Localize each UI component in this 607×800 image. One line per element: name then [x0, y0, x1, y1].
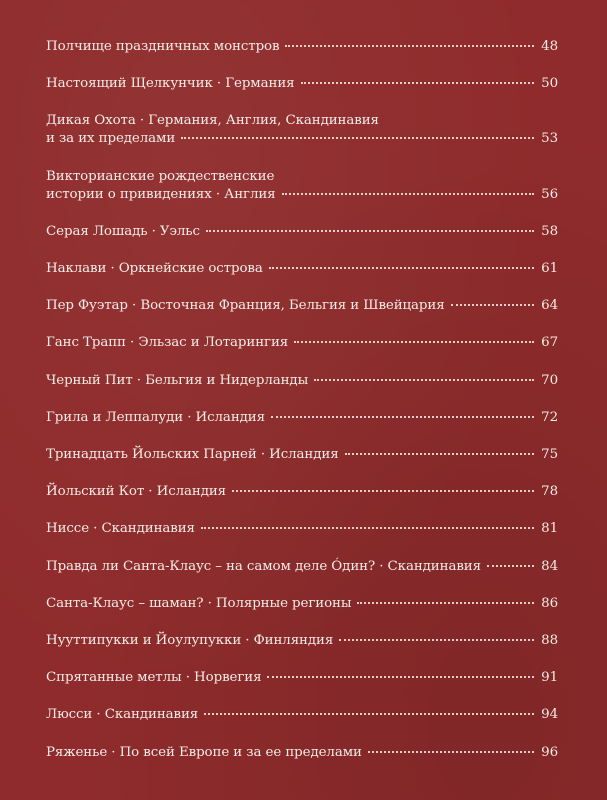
toc-entry-13 — [46, 520, 558, 538]
toc-entry-page: 61 — [541, 261, 558, 276]
toc-entry-page: 81 — [541, 521, 558, 537]
toc-entry-page: 91 — [541, 670, 558, 686]
dot-leader — [368, 750, 534, 753]
dot-leader — [271, 415, 534, 418]
toc-entry-11 — [46, 446, 558, 464]
toc-entry-4 — [46, 168, 558, 204]
toc-entry-3 — [46, 112, 558, 148]
toc-entry-1 — [46, 38, 558, 56]
dot-leader — [294, 340, 534, 343]
toc-entry-19 — [46, 744, 558, 762]
toc-entry-title-line: истории о привидениях · Англия — [46, 186, 276, 202]
dot-leader — [282, 192, 534, 195]
toc-entry-page: 67 — [541, 335, 558, 351]
toc-entry-page: 58 — [541, 223, 558, 239]
dot-leader — [357, 601, 534, 604]
toc-entry-title: Настоящий Щелкунчик · Германия — [46, 76, 295, 92]
toc-entry-page: 78 — [541, 484, 558, 500]
toc-entry-title: Спрятанные метлы · Норвегия — [46, 670, 262, 686]
toc-entry-18 — [46, 706, 558, 724]
toc-entry-title: Люсси · Скандинавия — [46, 707, 199, 723]
dot-leader — [206, 229, 534, 232]
toc-entry-page: 64 — [541, 298, 558, 314]
toc-entry-page: 72 — [541, 409, 558, 425]
toc-entry-title: Пер Фуэтар · Восточная Франция, Бельгия и Швейцария — [46, 298, 445, 314]
toc-entry-2 — [46, 75, 558, 93]
toc-entry-page: 70 — [541, 372, 558, 388]
toc-entry-10 — [46, 409, 558, 427]
toc-entry-page: 48 — [541, 39, 558, 54]
toc-entry-title: Тринадцать Йольских Парней · Исландия — [46, 447, 339, 462]
toc-entry-page: 56 — [541, 186, 558, 202]
toc-entry-title: Правда ли Санта-Клаус – на самом деле Óдин? · Скандинавия — [46, 558, 481, 574]
toc-entry-title-line: и за их пределами — [46, 131, 176, 147]
toc-entry-5 — [46, 223, 558, 241]
dot-leader — [487, 564, 534, 567]
dot-leader — [285, 44, 534, 47]
toc-entry-16 — [46, 632, 558, 650]
toc-entry-title: Черный Пит · Бельгия и Нидерланды — [46, 372, 309, 388]
toc-entry-page: 75 — [541, 447, 558, 462]
dot-leader — [232, 489, 534, 492]
toc-entry-title: Грила и Леппалуди · Исландия — [46, 409, 265, 425]
toc-entry-title: Ряженье · По всей Европе и за ее пределами — [46, 744, 362, 760]
toc-entry-7 — [46, 297, 558, 315]
dot-leader — [301, 81, 535, 84]
toc-entry-title: Ганс Трапп · Эльзас и Лотарингия — [46, 335, 289, 351]
toc-entry-page: 84 — [541, 558, 558, 574]
dot-leader — [181, 136, 534, 139]
toc-entry-title: Санта-Клаус – шаман? · Полярные регионы — [46, 595, 352, 611]
toc-entry-title-line: Дикая Охота · Германия, Англия, Скандинавия — [46, 113, 379, 129]
toc-entry-17 — [46, 669, 558, 687]
dot-leader — [339, 638, 534, 641]
dot-leader — [345, 452, 534, 455]
toc-entry-page: 88 — [541, 633, 558, 648]
toc-entry-title: Йольский Кот · Исландия — [46, 484, 227, 500]
toc-entry-title: Ниссе · Скандинавия — [46, 521, 195, 537]
toc-entry-page: 86 — [541, 595, 558, 611]
dot-leader — [269, 266, 534, 269]
toc-entry-page: 53 — [541, 131, 558, 147]
toc-entry-title-line: Викторианские рождественские — [46, 168, 275, 184]
dot-leader — [201, 526, 534, 529]
toc-entry-14 — [46, 558, 558, 576]
toc-entry-page: 50 — [541, 76, 558, 92]
toc-entry-page: 96 — [541, 744, 558, 760]
toc-entry-title: Серая Лошадь · Уэльс — [46, 223, 200, 239]
dot-leader — [314, 378, 534, 381]
toc-entry-page: 94 — [541, 707, 558, 723]
toc-entry-12 — [46, 483, 558, 501]
toc-entry-6 — [46, 260, 558, 278]
dot-leader — [267, 675, 534, 678]
toc-entry-9 — [46, 372, 558, 390]
toc-entry-title: Нууттипукки и Йоулупукки · Финляндия — [46, 633, 334, 648]
toc-entry-15 — [46, 595, 558, 613]
dot-leader — [451, 303, 534, 306]
toc-entry-title: Наклави · Оркнейские острова — [46, 261, 263, 276]
toc-entry-8 — [46, 334, 558, 352]
toc-entry-title: Полчище праздничных монстров — [46, 39, 280, 54]
dot-leader — [204, 712, 534, 715]
